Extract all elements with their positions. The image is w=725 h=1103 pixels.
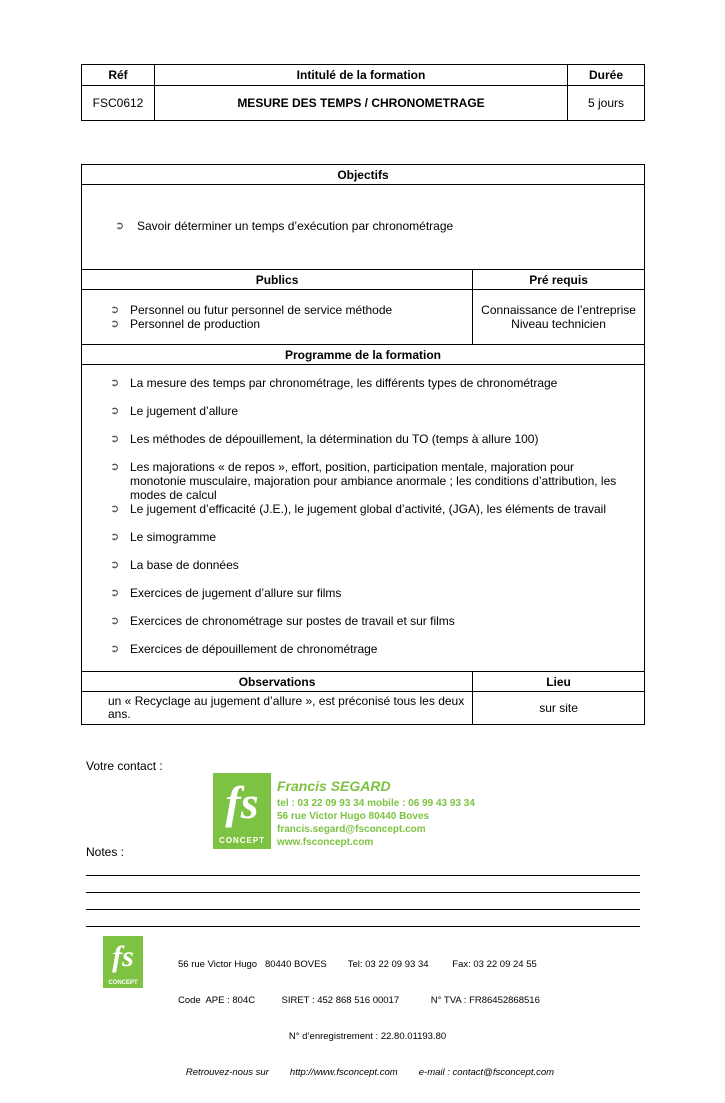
list-item: ➲ Le simogramme	[110, 530, 217, 544]
footer-text	[178, 935, 554, 1103]
objectives-heading: Objectifs	[82, 165, 645, 185]
list-item: ➲ Les méthodes de dépouillement, la détermination du TO (temps à allure 100)	[110, 432, 539, 446]
objectives-list	[115, 219, 644, 233]
header-table	[81, 64, 645, 121]
list-item: ➲ Exercices de chronométrage sur postes de travail et sur films	[110, 614, 455, 628]
title-label: Intitulé de la formation	[155, 65, 568, 86]
arrow-bullet-icon: ➲	[110, 615, 120, 627]
prerequis-cell	[473, 290, 645, 345]
objectives-cell	[82, 185, 645, 270]
prerequis-line: Niveau technicien	[511, 317, 606, 331]
list-item: ➲ Le jugement d’allure	[110, 404, 239, 418]
notes-line	[86, 926, 640, 927]
contact-phones: tel : 03 22 09 93 34 mobile : 06 99 43 93 34	[277, 798, 475, 809]
list-item: ➲ Exercices de jugement d’allure sur films	[110, 586, 342, 600]
contact-label: Votre contact :	[86, 759, 163, 773]
notes-line	[86, 909, 640, 910]
arrow-bullet-icon: ➲	[115, 220, 125, 232]
publics-cell	[82, 290, 473, 345]
arrow-bullet-icon: ➲	[110, 304, 120, 316]
arrow-bullet-icon: ➲	[110, 503, 120, 515]
arrow-bullet-icon: ➲	[110, 531, 120, 543]
contact-email[interactable]: francis.segard@fsconcept.com	[277, 824, 426, 835]
programme-cell	[82, 365, 645, 672]
footer-logo	[103, 936, 143, 988]
contact-website[interactable]: www.fsconcept.com	[277, 837, 374, 848]
course-details-table	[81, 164, 645, 725]
prerequis-heading: Pré requis	[473, 270, 645, 290]
arrow-bullet-icon: ➲	[110, 318, 120, 330]
course-title: MESURE DES TEMPS / CHRONOMETRAGE	[155, 86, 568, 121]
publics-heading: Publics	[82, 270, 473, 290]
duration-value: 5 jours	[568, 86, 645, 121]
arrow-bullet-icon: ➲	[110, 461, 120, 473]
footer-logo-letters: fs	[112, 940, 134, 973]
notes-line	[86, 875, 640, 876]
contact-name: Francis SEGARD	[277, 778, 391, 794]
prerequis-line: Connaissance de l’entreprise	[481, 303, 636, 317]
list-item: ➲ Savoir déterminer un temps d’exécution par chronométrage	[115, 219, 454, 233]
ref-value: FSC0612	[82, 86, 155, 121]
duration-label: Durée	[568, 65, 645, 86]
arrow-bullet-icon: ➲	[110, 405, 120, 417]
footer-logo-word: CONCEPT	[108, 980, 138, 986]
lieu-text: sur site	[473, 692, 645, 725]
business-card	[213, 773, 493, 849]
arrow-bullet-icon: ➲	[110, 559, 120, 571]
list-item: ➲ La base de données	[110, 558, 239, 572]
programme-list	[110, 376, 630, 656]
list-item: ➲ Personnel de production	[110, 317, 261, 331]
logo-letters: fs	[225, 777, 259, 828]
footer-links: Retrouvez-nous sur http://www.fsconcept.com e-mail : contact@fsconcept.com	[178, 1067, 555, 1078]
logo-word: CONCEPT	[218, 836, 266, 845]
footer-registration: N° d’enregistrement : 22.80.01193.80	[178, 1031, 447, 1042]
notes-label: Notes :	[86, 845, 125, 859]
list-item: ➲ Personnel ou futur personnel de service méthode	[110, 303, 393, 317]
publics-list	[110, 303, 472, 331]
list-item: ➲ Les majorations « de repos », effort, position, participation mentale, majoration pour monotonie musculaire, majoration pour ambiance anormale ; les conditions d’attribution, les modes de calcul	[110, 460, 617, 502]
programme-heading: Programme de la formation	[82, 345, 645, 365]
ref-label: Réf	[82, 65, 155, 86]
list-item: ➲ Le jugement d’efficacité (J.E.), le jugement global d’activité, (JGA), les éléments de travail	[110, 502, 607, 516]
contact-address: 56 rue Victor Hugo 80440 Boves	[277, 811, 430, 822]
footer-address: 56 rue Victor Hugo 80440 BOVES Tel: 03 22 09 93 34 Fax: 03 22 09 24 55	[178, 959, 537, 970]
contact-details	[277, 780, 475, 849]
footer-ids: Code APE : 804C SIRET : 452 868 516 00017 N° TVA : FR86452868516	[178, 995, 540, 1006]
lieu-heading: Lieu	[473, 672, 645, 692]
arrow-bullet-icon: ➲	[110, 587, 120, 599]
fs-logo	[213, 773, 271, 849]
list-item: ➲ La mesure des temps par chronométrage, les différents types de chronométrage	[110, 376, 558, 390]
observations-text: un « Recyclage au jugement d’allure », est préconisé tous les deux ans.	[82, 692, 473, 725]
observations-heading: Observations	[82, 672, 473, 692]
notes-line	[86, 892, 640, 893]
list-item: ➲ Exercices de dépouillement de chronométrage	[110, 642, 378, 656]
arrow-bullet-icon: ➲	[110, 433, 120, 445]
arrow-bullet-icon: ➲	[110, 377, 120, 389]
arrow-bullet-icon: ➲	[110, 643, 120, 655]
